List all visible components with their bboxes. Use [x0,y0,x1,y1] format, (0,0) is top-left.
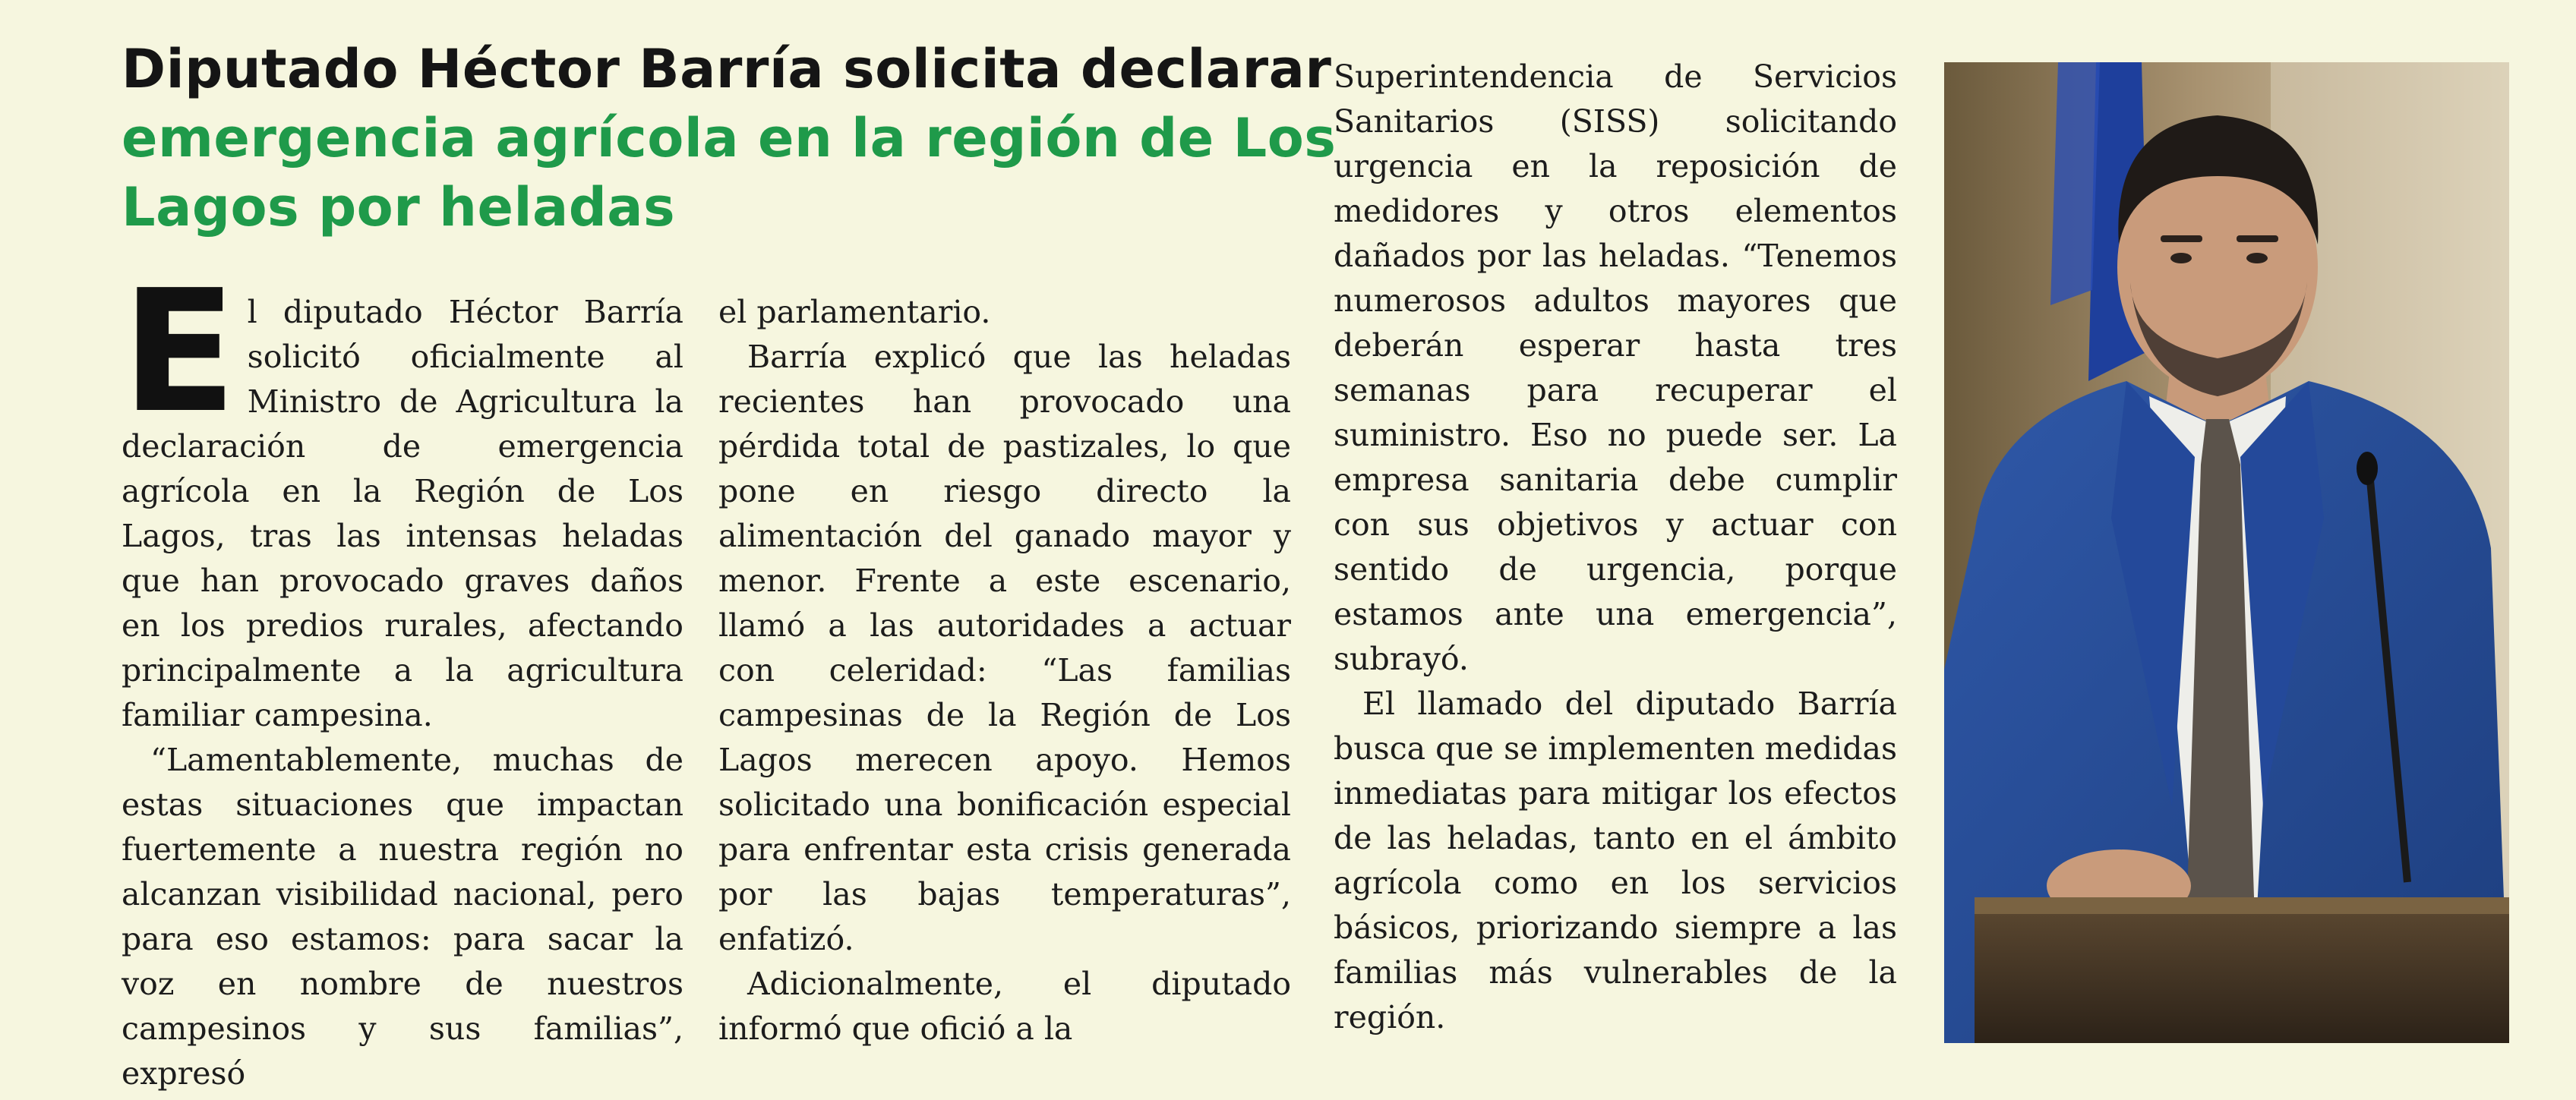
drop-cap: E [122,254,237,450]
paragraph-4: Adicionalmente, el diputado informó que ofició a la [718,966,1291,1047]
headline-part-dark: Diputado Héctor Barría solicita declarar [122,38,1332,100]
paragraph-2: “Lamentablemente, muchas de estas situaciones que impactan fuertemente a nuestra región no alcanzan visibilidad nacional, pero para eso estamos: para sacar la voz en nombre de nuestros campesinos y sus familias”, expresó [122,742,683,1092]
article-column-2 [718,290,1291,1051]
paragraph-4-continued: Superintendencia de Servicios Sanitarios (SISS) solicitando urgencia en la reposición de medidores y otros elementos dañados por las heladas. “Tenemos numerosos adultos mayores que deberán esperar hasta tres semanas para recuperar el suministro. Eso no puede ser. La empresa sanitaria debe cumplir con sus objetivos y actuar con sentido de urgencia, porque estamos ante una emergencia”, subrayó. [1334,58,1897,677]
headline-part-green: emergencia agrícola en la región de Los Lagos por heladas [122,107,1337,238]
article-column-3 [1334,55,1897,1040]
paragraph-2-continued: el parlamentario. [718,294,991,330]
paragraph-1-text: l diputado Héctor Barría solicitó oficialmente al Ministro de Agricultura la declaración de emergencia agrícola en la Región de Los Lagos, tras las intensas heladas que han provocado graves daños en los predios rurales, afectando principalmente a la agricultura familiar campesina. [122,294,683,733]
article-headline [122,35,1367,242]
paragraph-1 [122,254,683,738]
paragraph-5: El llamado del diputado Barría busca que se implementen medidas inmediatas para mitigar los efectos de las heladas, tanto en el ámbito agrícola como en los servicios básicos, priorizando siempre a las familias más vulnerables de la región. [1334,686,1897,1035]
portrait-illustration [1944,62,2509,1043]
article-photo [1944,62,2509,1043]
paragraph-3: Barría explicó que las heladas recientes han provocado una pérdida total de pastizales, lo que pone en riesgo directo la alimentación del ganado mayor y menor. Frente a este escenario, llamó a las autoridades a actuar con celeridad: “Las familias campesinas de la Región de Los Lagos merecen apoyo. Hemos solicitado una bonificación especial para enfrentar esta crisis generada por las bajas temperaturas”, enfatizó. [718,339,1291,957]
article-column-1 [122,254,683,1096]
